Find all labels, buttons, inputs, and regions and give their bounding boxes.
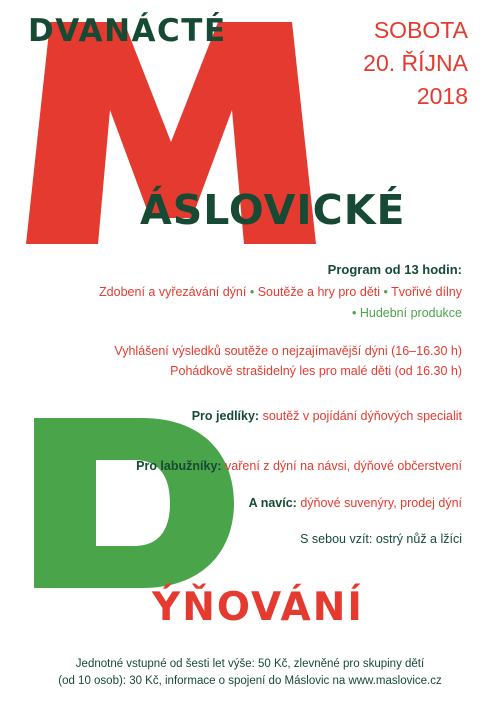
bonus-text: dýňové suvenýry, prodej dýní xyxy=(300,496,462,510)
program-line-1 xyxy=(99,285,462,300)
footer-line-2: (od 10 osob): 30 Kč, informace o spojení do Máslovic na www.maslovice.cz xyxy=(58,675,442,687)
program-line-2 xyxy=(352,306,462,321)
bring-text: ostrý nůž a lžíci xyxy=(375,532,462,546)
date-year: 2018 xyxy=(416,83,468,109)
program-item: Zdobení a vyřezávání dýní xyxy=(99,285,247,299)
program-item: Tvořivé dílny xyxy=(391,285,462,299)
gourmet-line xyxy=(136,459,462,474)
food-label: Pro jedlíky: xyxy=(191,409,260,423)
bonus-line xyxy=(249,496,462,511)
forest: Pohádkově strašidelný les pro malé děti (od 16.30 h) xyxy=(170,364,462,378)
footer xyxy=(0,656,500,690)
title-dynovani: ÝŇOVÁNÍ xyxy=(152,585,364,630)
bonus-label: A navíc: xyxy=(248,496,297,510)
title-maslovicke: ÁSLOVICKÉ xyxy=(140,186,406,234)
food-line xyxy=(192,409,462,424)
date-date: 20. ŘÍJNA xyxy=(363,50,468,76)
program-item: Hudební produkce xyxy=(359,306,462,320)
big-letter-d xyxy=(34,418,234,588)
bring-line xyxy=(300,532,462,547)
food-text: soutěž v pojídání dýňových specialit xyxy=(262,409,462,423)
program-heading: Program od 13 hodin: xyxy=(327,262,462,277)
event-date xyxy=(363,14,468,113)
footer-line-1: Jednotné vstupné od šesti let výše: 50 Kč, zlevněné pro skupiny dětí xyxy=(75,658,425,670)
bring-label: S sebou vzít: xyxy=(300,532,373,546)
announcement: Vyhlášení výsledků soutěže o nejzajímavější dýni (16–16.30 h) xyxy=(114,344,462,358)
gourmet-text: vaření z dýní na návsi, dýňové občerstvení xyxy=(225,459,462,473)
gourmet-label: Pro labužníky: xyxy=(136,459,222,473)
title-dvanacte: DVANÁCTÉ xyxy=(28,13,227,49)
bullet: • xyxy=(383,285,388,299)
bullet: • xyxy=(351,306,357,320)
date-day: SOBOTA xyxy=(373,17,468,43)
bullet: • xyxy=(249,285,255,299)
program-item: Soutěže a hry pro děti xyxy=(257,285,381,299)
